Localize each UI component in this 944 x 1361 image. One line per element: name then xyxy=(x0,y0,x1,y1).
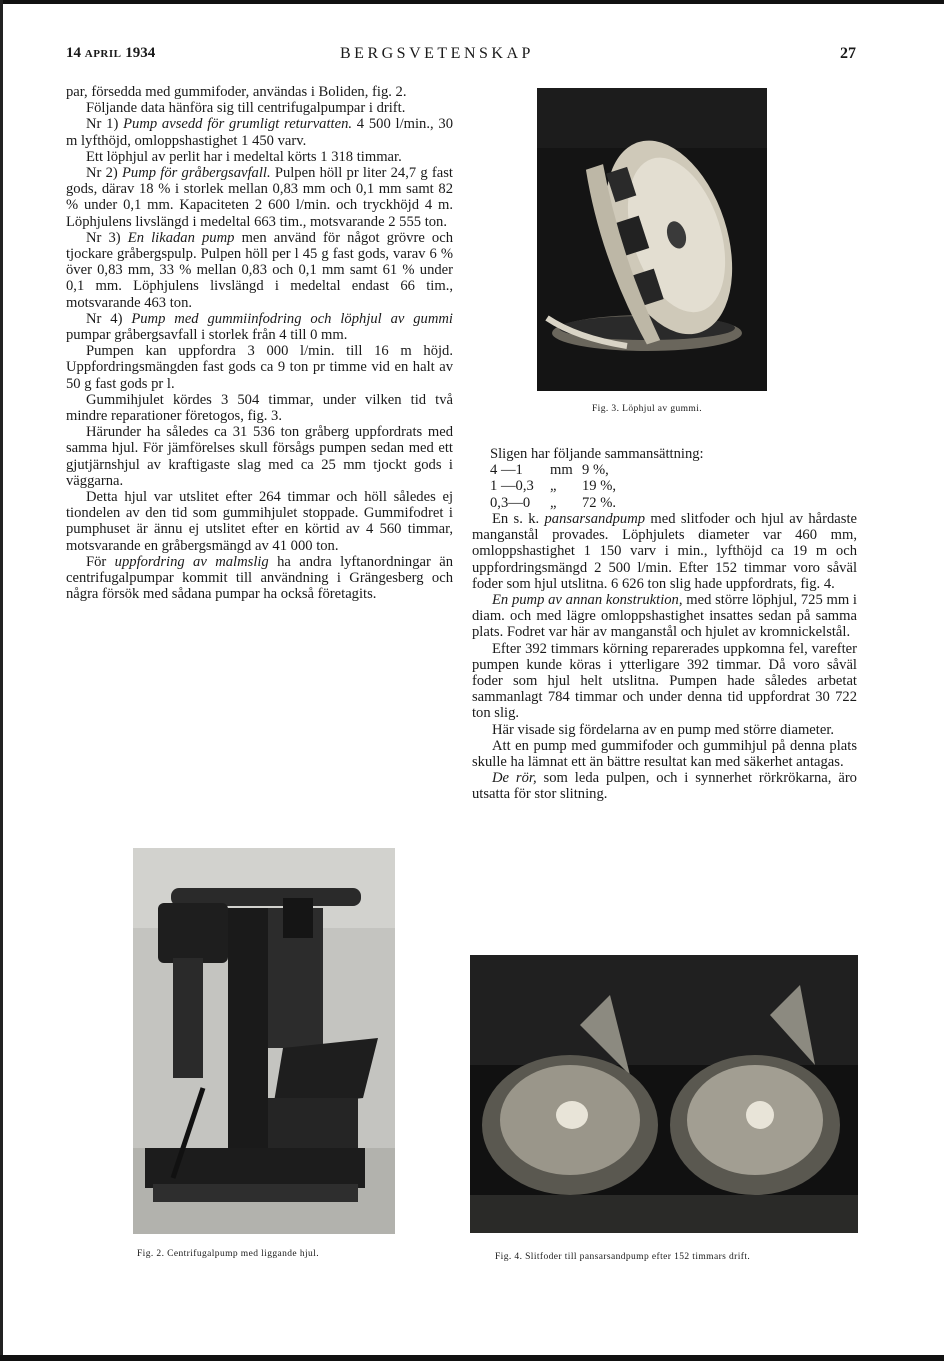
size-unit: „ xyxy=(550,494,557,511)
item-title: En likadan pump xyxy=(127,229,235,246)
size-percent: 9 %, xyxy=(582,462,609,479)
item-title: Pump med gummiinfodring och löphjul av gummi xyxy=(131,310,453,327)
paragraph: Att en pump med gummifoder och gummihjul på denna plats skulle ha lämnat ett än bättre resultat kan med säkerhet antagas. xyxy=(472,737,857,771)
header-year: 1934 xyxy=(125,45,156,61)
page-number: 27 xyxy=(840,45,856,62)
fig4-caption: Fig. 4. Slitfoder till pansarsandpump efter 152 timmars drift. xyxy=(495,1252,751,1262)
item-text: För xyxy=(86,553,107,570)
fig2-photo xyxy=(133,848,395,1234)
paragraph: Pumpen kan uppfordra 3 000 l/min. till 16 m höjd. Uppfordringsmängden fast gods ca 9 ton pr timme vid en halt av 50 g fast gods pr l. xyxy=(66,343,453,392)
item-title: Pump för gråbergsavfall. xyxy=(122,165,271,182)
page-border-top xyxy=(0,0,944,4)
right-column xyxy=(472,511,857,803)
item-number: Nr 1) xyxy=(86,116,119,133)
composition-row xyxy=(490,478,857,494)
page-border-left xyxy=(0,0,3,1361)
composition-block xyxy=(490,446,857,511)
size-unit: mm xyxy=(550,462,573,479)
item-text: som leda pulpen, och i synnerhet rörkrökarna, äro utsatta för stor slitning. xyxy=(472,770,857,803)
item-number: Nr 2) xyxy=(86,165,118,182)
left-column xyxy=(66,84,453,603)
size-range: 0,3—0 xyxy=(490,494,531,511)
item-text: med slitfoder och hjul av hårdaste manganstål provades. Löphjulets diameter var 460 mm, omloppshastighet 1 150 varv i min., lyfthöjd ca 19 m och uppfordringsmängd 2 500 l/min. Efter 152 timmar voro såväl foder som hjul utslitna. 6 626 ton slig hade uppfordrats, fig. 4. xyxy=(472,511,857,592)
paragraph: Härunder ha således ca 31 536 ton gråberg uppfordrats med samma hjul. För jämförelses skull försågs pumpen sedan med ett gjutjärnshjul av kraftigaste slag med ca 25 mm tjockt gods i väggarna. xyxy=(66,424,453,489)
paragraph-ror xyxy=(472,770,857,802)
item-text: 4 500 l/min., 30 m lyfthöjd, omloppshastighet 1 450 varv. xyxy=(66,116,453,149)
paragraph-nr1 xyxy=(66,116,453,148)
fig2-caption: Fig. 2. Centrifugalpump med liggande hjul. xyxy=(137,1249,319,1259)
paragraph: Detta hjul var utslitet efter 264 timmar och höll således ej tiondelen av den tid som gummihjulet stoppade. Gummifodret i pumphuset är ännu ej utslitet efter en körtid av 4 560 timmar, motsvarande en gråbergsmängd av 41 000 ton. xyxy=(66,489,453,554)
fig3-photo xyxy=(537,88,767,391)
composition-row xyxy=(490,495,857,511)
composition-table xyxy=(490,462,857,511)
item-title: Pump avsedd för grumligt returvatten. xyxy=(123,116,353,133)
size-range: 4 —1 xyxy=(490,462,523,479)
item-text: med större löphjul, 725 mm i diam. och med lägre omloppshastighet insattes sedan på samma plats. Fodret var här av manganstål och hjulet av kromnickelstål. xyxy=(472,592,857,641)
item-title: De rör, xyxy=(492,770,537,787)
item-text: En s. k. xyxy=(492,511,540,527)
paragraph-pansarsandpump xyxy=(472,511,857,592)
centrifugal-pump-image xyxy=(133,848,395,1234)
rubber-impeller-image xyxy=(537,88,767,391)
item-text: ha andra lyftanordningar än centrifugalpumpar kommit till användning i Grängesberg och några försök med sådana pumpar ha också företagits. xyxy=(66,553,453,603)
journal-title: BERGSVETENSKAP xyxy=(340,45,534,62)
paragraph: Här visade sig fördelarna av en pump med större diameter. xyxy=(492,721,835,738)
header-date xyxy=(66,45,155,62)
item-number: Nr 4) xyxy=(86,310,123,327)
item-text: pumpar gråbergsavfall i storlek från 4 till 0 mm. xyxy=(66,327,348,344)
paragraph: Följande data hänföra sig till centrifugalpumpar i drift. xyxy=(86,100,406,117)
item-number: Nr 3) xyxy=(86,229,121,246)
size-unit: „ xyxy=(550,478,557,495)
item-title: uppfordring av malmslig xyxy=(114,553,269,570)
paragraph-nr2 xyxy=(66,165,453,230)
paragraph-nr4 xyxy=(66,311,453,343)
item-text: men använd för något grövre och tjockare gråbergspulp. Pulpen höll per l 45 g fast gods, varav 6 % över 0,83 mm, 33 % mellan 0,83 och 0,1 mm samt 61 % under 0,1 mm. Löphjulens livslängd i medeltal endast 66 tim., motsvarande 463 ton. xyxy=(66,229,453,311)
paragraph-malmslig xyxy=(66,554,453,603)
header-month: APRIL xyxy=(84,48,122,60)
item-text: Pulpen höll pr liter 24,7 g fast gods, därav 18 % i storlek mellan 0,83 mm och 0,1 mm samt 82 % under 0,1 mm. Kapaciteten 2 600 l/min. och tryckhöjd 4 m. Löphjulens livslängd i medeltal 663 tim., motsvarande 2 555 ton. xyxy=(66,165,453,230)
composition-row xyxy=(490,462,857,478)
fig3-caption: Fig. 3. Löphjul av gummi. xyxy=(592,404,703,414)
paragraph: Gummihjulet kördes 3 504 timmar, under vilken tid två mindre reparationer företogos, fig. 3. xyxy=(66,391,453,425)
paragraph-nr3 xyxy=(66,230,453,311)
item-title: En pump av annan konstruktion, xyxy=(492,592,683,609)
composition-intro: Sligen har följande sammansättning: xyxy=(490,446,704,462)
fig4-photo xyxy=(470,955,858,1233)
paragraph: Ett löphjul av perlit har i medeltal körts 1 318 timmar. xyxy=(86,148,402,165)
page-border-bottom xyxy=(0,1355,944,1361)
worn-liners-image xyxy=(470,955,858,1233)
size-range: 1 —0,3 xyxy=(490,478,534,495)
size-percent: 72 %. xyxy=(582,494,617,511)
paragraph: Efter 392 timmars körning reparerades uppkomna fel, varefter pumpen kunde köras i ytterligare 392 timmar. Då voro såväl foder som hjul helt utslitna. Pumpen hade således arbetat sammanlagt 784 timmar och under denna tid uppfordrat 30 722 ton slig. xyxy=(472,640,857,722)
size-percent: 19 %, xyxy=(582,478,617,495)
paragraph: par, försedda med gummifoder, användas i Boliden, fig. 2. xyxy=(66,84,407,100)
paragraph-annan-konstruktion xyxy=(472,592,857,641)
item-title: pansarsandpump xyxy=(544,511,646,527)
header-day: 14 xyxy=(66,45,81,61)
